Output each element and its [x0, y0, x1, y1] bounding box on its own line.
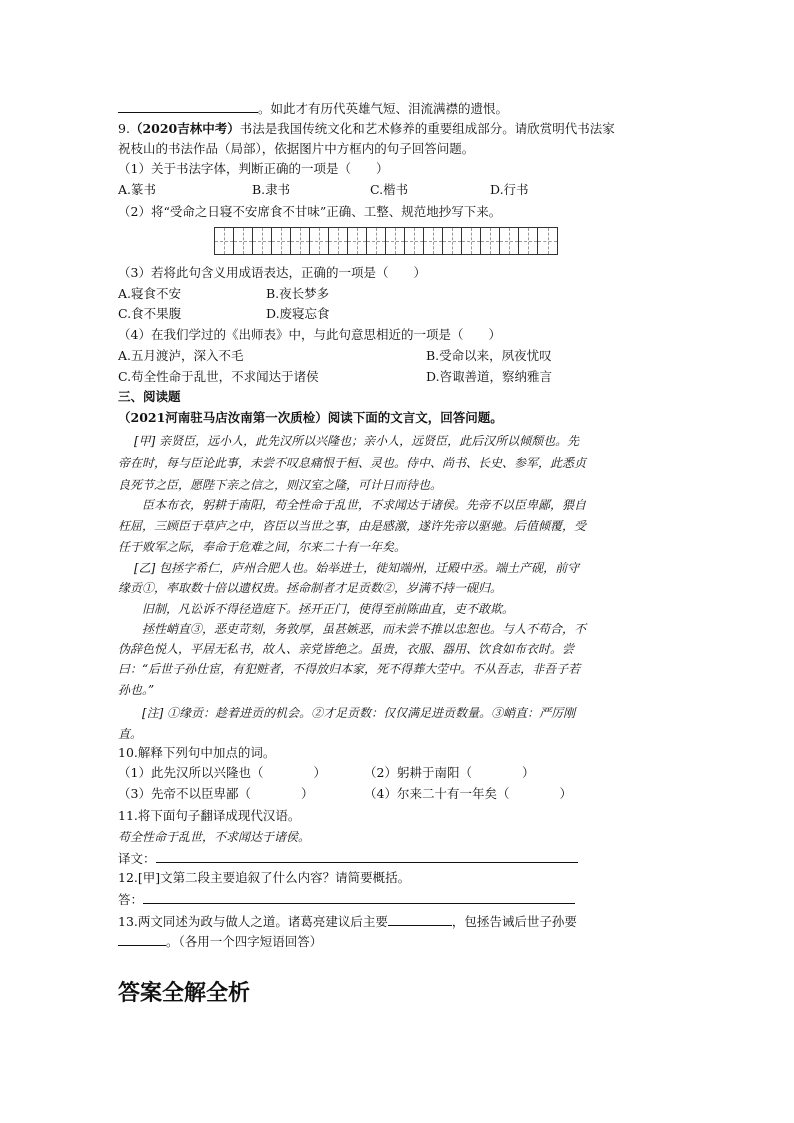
yi-p1-line2: 缘贡①，率取数十倍以遗权贵。拯命制者才足贡数②，岁满不持一砚归。: [118, 581, 503, 595]
q9-sub3-option-a: A.寝食不安: [118, 286, 182, 301]
grid-cell[interactable]: [443, 228, 462, 254]
answer-blank[interactable]: [156, 850, 578, 863]
grid-cell[interactable]: [405, 228, 424, 254]
answer-blank[interactable]: [118, 933, 166, 946]
jia-p2-line1: 臣本布衣，躬耕于南阳，苟全性命于乱世，不求闻达于诸侯。先帝不以臣卑鄙，猥自: [142, 498, 587, 512]
grid-cell[interactable]: [500, 228, 519, 254]
q9-sub3-option-c: C.食不果腹: [118, 306, 182, 321]
yi-p3-line2: 伪辞色悦人，平居无私书，故人、亲党皆绝之。虽贵，衣服、器用、饮食如布衣时。尝: [118, 642, 575, 656]
q9-sub1-option-b: B.隶书: [252, 182, 291, 197]
grid-cell[interactable]: [234, 228, 253, 254]
q10-item4: （4）尔来二十有一年矣（ ）: [364, 786, 572, 801]
writing-grid[interactable]: [214, 227, 558, 255]
notes-line1: [注] ①缘贡：趁着进贡的机会。②才足贡数：仅仅满足进贡数量。③峭直：严厉刚: [142, 706, 576, 720]
grid-cell[interactable]: [253, 228, 272, 254]
q11-label: 11.将下面句子翻译成现代汉语。: [118, 808, 301, 823]
q9-sub4-option-a: A.五月渡泸，深入不毛: [118, 348, 244, 363]
q11-sentence: 苟全性命于乱世，不求闻达于诸侯。: [118, 830, 311, 844]
grid-cell[interactable]: [481, 228, 500, 254]
grid-cell[interactable]: [462, 228, 481, 254]
section3-source: （2021河南驻马店汝南第一次质检）阅读下面的文言文，回答问题。: [118, 410, 503, 425]
q9-sub4-option-d: D.咨诹善道，察纳雅言: [426, 369, 553, 384]
q10-item1: （1）此先汉所以兴隆也（ ）: [118, 765, 326, 780]
q9-source: （2020吉林中考）: [129, 121, 240, 136]
q10-item2: （2）躬耕于南阳（ ）: [364, 765, 535, 780]
answer-blank: [118, 100, 258, 113]
yi-p3-line1: 拯性峭直③，恶吏苛刻，务敦厚，虽甚嫉恶，而未尝不推以忠恕也。与人不苟合，不: [142, 622, 587, 636]
answer-blank[interactable]: [143, 891, 575, 904]
q9-sub4: （4）在我们学过的《出师表》中，与此句意思相近的一项是（ ）: [118, 327, 501, 342]
q12-answer-line[interactable]: 答：: [118, 891, 575, 908]
yi-p3-line3: 曰：“后世子孙仕宦，有犯赃者，不得放归本家，死不得葬大茔中。不从吾志，非吾子若: [118, 662, 581, 676]
q10-item3: （3）先帝不以臣卑鄙（ ）: [118, 786, 314, 801]
q11-answer-line[interactable]: 译文：: [118, 850, 578, 867]
q13-line1: 13.两文同述为政与做人之道。诸葛亮建议后主要 ，包拯告诫后世子孙要: [118, 914, 577, 929]
q13-line2: 。（各用一个四字短语回答）: [118, 933, 322, 950]
grid-cell[interactable]: [519, 228, 538, 254]
q9-sub1-option-d: D.行书: [490, 182, 529, 197]
q9-intro-line1: 9.（2020吉林中考）书法是我国传统文化和艺术修养的重要组成部分。请欣赏明代书法家: [118, 121, 615, 136]
q9-sub3-option-d: D.废寝忘食: [266, 306, 330, 321]
grid-cell[interactable]: [215, 228, 234, 254]
q9-sub3-option-b: B.夜长梦多: [266, 286, 330, 301]
jia-p2-line3: 任于败军之际，奉命于危难之间，尔来二十有一年矣。: [118, 540, 407, 554]
jia-p2-line2: 枉屈，三顾臣于草庐之中，咨臣以当世之事，由是感激，遂许先帝以驱驰。后值倾覆，受: [118, 519, 587, 533]
q10-label: 10.解释下列句中加点的词。: [118, 745, 276, 760]
q12-label: 12.[甲]文第二段主要追叙了什么内容？请简要概括。: [118, 870, 411, 885]
q9-sub4-option-b: B.受命以来，夙夜忧叹: [426, 348, 552, 363]
notes-line2: 直。: [118, 727, 143, 741]
q9-sub2: （2）将“受命之日寝不安席食不甘味”正确、工整、规范地抄写下来。: [118, 204, 502, 219]
grid-cell[interactable]: [538, 228, 557, 254]
answers-heading: 答案全解全析: [118, 981, 251, 1006]
grid-cell[interactable]: [310, 228, 329, 254]
section3-title: 三、阅读题: [118, 389, 181, 404]
jia-p1-line2: 帝在时，每与臣论此事，未尝不叹息痛恨于桓、灵也。侍中、尚书、长史、参军，此悉贞: [118, 456, 587, 470]
jia-p1-line3: 良死节之臣，愿陛下亲之信之，则汉室之隆，可计日而待也。: [118, 478, 443, 492]
yi-p2-line1: 旧制，凡讼诉不得径造庭下。拯开正门，使得至前陈曲直，吏不敢欺。: [142, 602, 515, 616]
yi-p3-line4: 孙也。”: [118, 683, 155, 697]
q9-sub1-option-c: C.楷书: [370, 182, 409, 197]
grid-cell[interactable]: [329, 228, 348, 254]
top-line: 。如此才有历代英雄气短、泪流满襟的遗恨。: [118, 100, 508, 117]
q9-sub1: （1）关于书法字体，判断正确的一项是（ ）: [118, 161, 389, 176]
q9-sub3: （3）若将此句含义用成语表达，正确的一项是（ ）: [118, 265, 426, 280]
q9-sub1-option-a: A.篆书: [118, 182, 157, 197]
answer-blank[interactable]: [388, 913, 452, 926]
jia-p1-line1: [甲] 亲贤臣，远小人，此先汉所以兴隆也；亲小人，远贤臣，此后汉所以倾颓也。先: [134, 434, 580, 448]
yi-p1-line1: [乙] 包拯字希仁，庐州合肥人也。始举进士，徙知端州，迁殿中丞。端土产砚，前守: [134, 561, 580, 575]
q9-intro-line2: 祝枝山的书法作品（局部），依据图片中方框内的句子回答问题。: [118, 141, 475, 156]
grid-cell[interactable]: [424, 228, 443, 254]
grid-cell[interactable]: [291, 228, 310, 254]
grid-cell[interactable]: [386, 228, 405, 254]
grid-cell[interactable]: [367, 228, 386, 254]
q9-sub4-option-c: C.苟全性命于乱世，不求闻达于诸侯: [118, 369, 319, 384]
grid-cell[interactable]: [272, 228, 291, 254]
grid-cell[interactable]: [348, 228, 367, 254]
